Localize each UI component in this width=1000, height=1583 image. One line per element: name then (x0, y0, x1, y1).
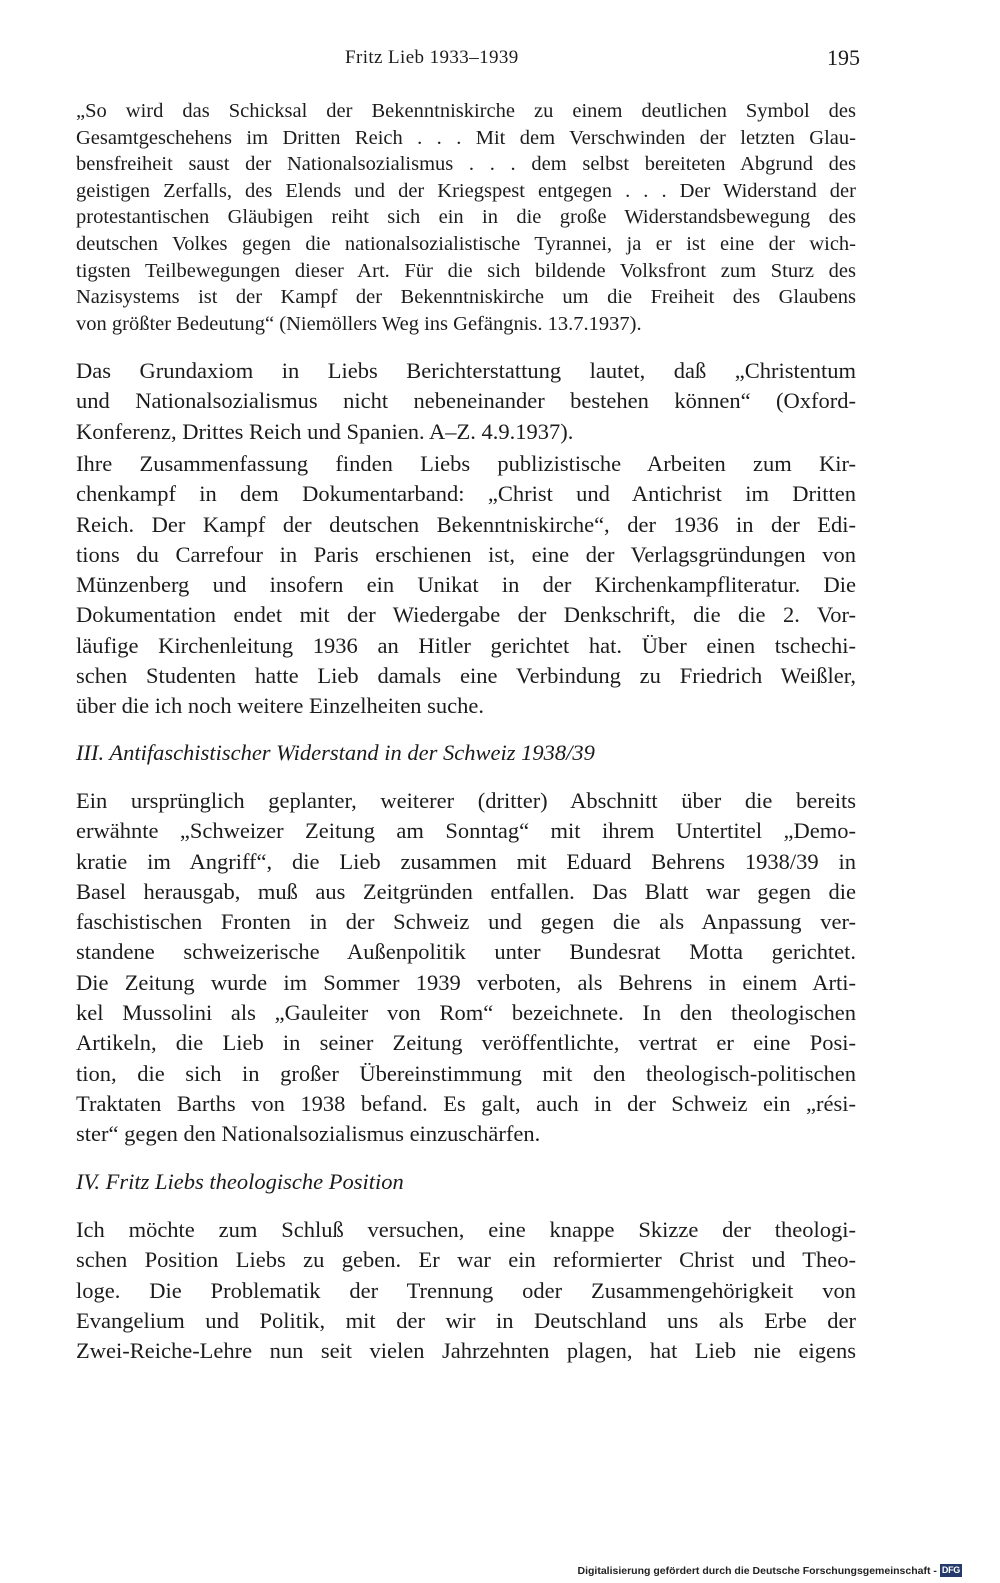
quote-line: „So wird das Schicksal der Bekenntniskirche zu einem deutlichen Symbol des (76, 100, 856, 122)
quote-line: deutschen Volkes gegen die nationalsozialistische Tyrannei, ja er ist eine der wich- (76, 232, 856, 255)
paragraph-section-iv (76, 1215, 856, 1366)
paragraph-line: standene schweizerische Außenpolitik unter Bundesrat Motta gerichtet. (76, 939, 856, 965)
paragraph-section-iii (76, 786, 856, 1150)
paragraph-line: Die Zeitung wurde im Sommer 1939 verboten, als Behrens in einem Arti- (76, 969, 856, 995)
paragraph-line: läufige Kirchenleitung 1936 an Hitler gerichtet hat. Über einen tschechi- (76, 632, 856, 658)
page-number: 195 (827, 45, 860, 70)
paragraph-line: Zwei-Reiche-Lehre nun seit vielen Jahrzehnten plagen, hat Lieb nie eigens (76, 1338, 856, 1364)
paragraph-line: Ein ursprünglich geplanter, weiterer (dritter) Abschnitt über die bereits (76, 788, 856, 813)
paragraph-line: Dokumentation endet mit der Wiedergabe der Denkschrift, die die 2. Vor- (76, 602, 856, 628)
paragraph-line: über die ich noch weitere Einzelheiten suche. (76, 693, 484, 719)
paragraph-line: Traktaten Barths von 1938 befand. Es galt, auch in der Schweiz ein „rési- (76, 1090, 856, 1116)
running-title: Fritz Lieb 1933–1939 (345, 47, 519, 68)
paragraph-zusammenfassung (76, 449, 856, 722)
paragraph-line: ster“ gegen den Nationalsozialismus einzuschärfen. (76, 1121, 541, 1147)
paragraph-line: faschistischen Fronten in der Schweiz und gegen die als Anpassung ver- (76, 909, 856, 935)
quote-block (76, 98, 856, 337)
quote-line: protestantischen Gläubigen reiht sich ein in die große Widerstandsbewegung des (76, 206, 856, 229)
paragraph-grundaxiom (76, 356, 856, 447)
quote-line: tigsten Teilbewegungen dieser Art. Für die sich bildende Volksfront zum Sturz des (76, 259, 856, 282)
paragraph-line: erwähnte „Schweizer Zeitung am Sonntag“ mit ihrem Untertitel „Demo- (76, 818, 856, 844)
paragraph-line: Ich möchte zum Schluß versuchen, eine knappe Skizze der theologi- (76, 1217, 856, 1242)
paragraph-line: Münzenberg und insofern ein Unikat in der Kirchenkampfliteratur. Die (76, 572, 856, 598)
paragraph-line: schen Studenten hatte Lieb damals eine Verbindung zu Friedrich Weißler, (76, 663, 856, 689)
paragraph-line: schen Position Liebs zu geben. Er war ein reformierter Christ und Theo- (76, 1247, 856, 1273)
section-heading-iii: III. Antifaschistischer Widerstand in der Schweiz 1938/39 (76, 740, 595, 765)
quote-line: von größter Bedeutung“ (Niemöllers Weg ins Gefängnis. 13.7.1937). (76, 312, 642, 335)
paragraph-line: Konferenz, Drittes Reich und Spanien. A–Z. 4.9.1937). (76, 418, 574, 444)
paragraph-line: kel Mussolini als „Gauleiter von Rom“ bezeichnete. In den theologischen (76, 1000, 856, 1026)
paragraph-line: und Nationalsozialismus nicht nebeneinander bestehen können“ (Oxford- (76, 388, 856, 414)
digitization-credit (578, 1564, 963, 1577)
paragraph-line: Artikeln, die Lieb in seiner Zeitung veröffentlichte, vertrat er eine Posi- (76, 1030, 856, 1056)
quote-line: Nazisystems ist der Kampf der Bekenntniskirche um die Freiheit des Glaubens (76, 286, 856, 309)
running-head (0, 47, 1000, 77)
paragraph-line: chenkampf in dem Dokumentarband: „Christ und Antichrist im Dritten (76, 481, 856, 507)
quote-line: geistigen Zerfalls, des Elends und der Kriegspest entgegen . . . Der Widerstand der (76, 179, 856, 202)
paragraph-line: Das Grundaxiom in Liebs Berichterstattung lautet, daß „Christentum (76, 358, 856, 383)
paragraph-line: Reich. Der Kampf der deutschen Bekenntniskirche“, der 1936 in der Edi- (76, 511, 856, 537)
quote-line: Gesamtgeschehens im Dritten Reich . . . Mit dem Verschwinden der letzten Glau- (76, 126, 856, 149)
digitization-credit-text: Digitalisierung gefördert durch die Deutsche Forschungsgemeinschaft - (577, 1564, 937, 1577)
paragraph-line: Evangelium und Politik, mit der wir in Deutschland uns als Erbe der (76, 1307, 856, 1333)
paragraph-line: kratie im Angriff“, die Lieb zusammen mit Eduard Behrens 1938/39 in (76, 848, 856, 874)
paragraph-line: Basel herausgab, muß aus Zeitgründen entfallen. Das Blatt war gegen die (76, 878, 856, 904)
section-heading-iv: IV. Fritz Liebs theologische Position (76, 1169, 404, 1194)
quote-line: bensfreiheit saust der Nationalsozialismus . . . dem selbst bereiteten Abgrund des (76, 153, 856, 176)
dfg-logo: DFG (941, 1565, 960, 1575)
paragraph-line: tions du Carrefour in Paris erschienen ist, eine der Verlagsgründungen von (76, 541, 856, 567)
paragraph-line: Ihre Zusammenfassung finden Liebs publizistische Arbeiten zum Kir- (76, 451, 856, 476)
paragraph-line: tion, die sich in großer Übereinstimmung mit den theologisch-politischen (76, 1060, 856, 1086)
paragraph-line: loge. Die Problematik der Trennung oder Zusammengehörigkeit von (76, 1277, 856, 1303)
